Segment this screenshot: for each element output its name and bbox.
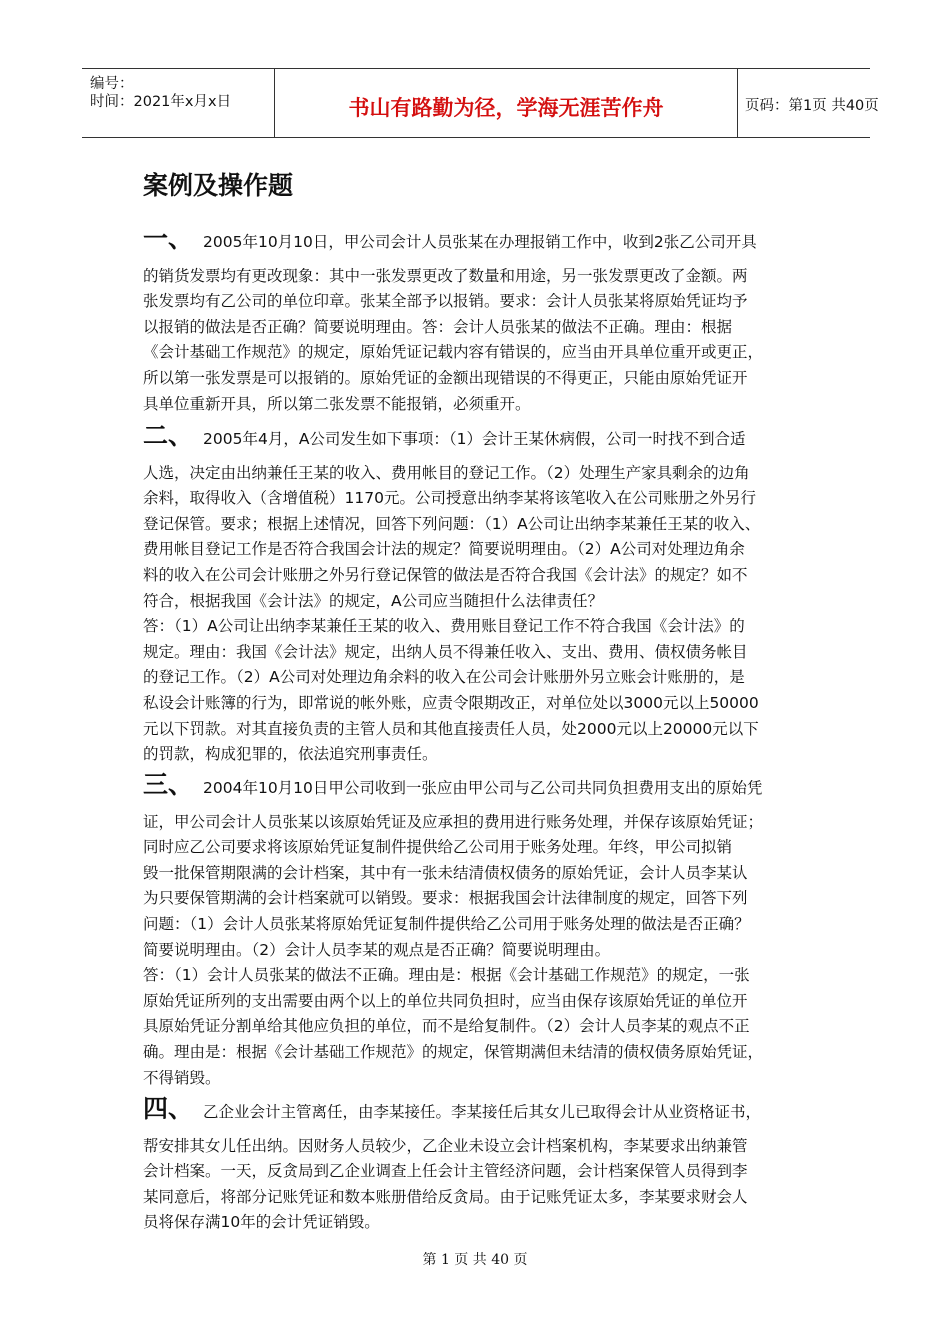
page-title: 案例及操作题 xyxy=(143,171,294,200)
section-line-text: 2005年10月10日，甲公司会计人员张某在办理报销工作中，收到2张乙公司开具 xyxy=(203,233,757,251)
section-line: 同时应乙公司要求将该原始凭证复制件提供给乙公司用于账务处理。年终，甲公司拟销 xyxy=(143,838,733,857)
section-line: 料的收入在公司会计账册之外另行登记保管的做法是否符合我国《会计法》的规定？如不 xyxy=(143,565,748,584)
section-line xyxy=(143,423,813,453)
section-line: 答：（1）A公司让出纳李某兼任王某的收入、费用账目登记工作不符合我国《会计法》的 xyxy=(143,617,745,636)
section-line: 问题：（1）会计人员张某将原始凭证复制件提供给乙公司用于账务处理的做法是否正确？ xyxy=(143,914,750,933)
section-line: 员将保存满10年的会计凭证销毁。 xyxy=(143,1213,380,1232)
section-line-text: 2004年10月10日甲公司收到一张应由甲公司与乙公司共同负担费用支出的原始凭 xyxy=(203,779,763,797)
section-line: 所以第一张发票是可以报销的。原始凭证的金额出现错误的不得更正，只能由原始凭证开 xyxy=(143,368,748,387)
section-number: 四、 xyxy=(143,1094,194,1123)
section-line: 《会计基础工作规范》的规定，原始凭证记载内容有错误的，应当由开具单位重开或更正， xyxy=(143,343,764,362)
section-line: 登记保管。要求；根据上述情况，回答下列问题：（1）A公司让出纳李某兼任王某的收入、 xyxy=(143,514,761,533)
section-line xyxy=(143,226,813,256)
section-line: 张发票均有乙公司的单位印章。张某全部予以报销。要求：会计人员张某将原始凭证均予 xyxy=(143,292,748,311)
section-line: 符合，根据我国《会计法》的规定，A公司应当随担什么法律责任？ xyxy=(143,591,604,610)
section-line: 答：（1）会计人员张某的做法不正确。理由是：根据《会计基础工作规范》的规定，一张 xyxy=(143,966,750,985)
header-page-cell xyxy=(737,69,879,137)
section-line: 私设会计账簿的行为，即常说的帐外账，应责令限期改正，对单位处以3000元以上50000 xyxy=(143,693,759,712)
number-label: 编号： xyxy=(90,76,134,92)
section-line: 余料，取得收入（含增值税）1170元。公司授意出纳李某将该笔收入在公司账册之外另行 xyxy=(143,489,756,508)
section-line: 的销货发票均有更改现象：其中一张发票更改了数量和用途，另一张发票更改了金额。两 xyxy=(143,266,748,285)
section-1 xyxy=(143,226,813,417)
time-label: 时间：2021年x月x日 xyxy=(90,94,232,110)
section-line: 为只要保管期满的会计档案就可以销毁。要求：根据我国会计法律制度的规定，回答下列 xyxy=(143,889,748,908)
page-footer: 第 1 页 共 40 页 xyxy=(422,1252,528,1268)
section-line: 原始凭证所列的支出需要由两个以上的单位共同负担时，应当由保存该原始凭证的单位开 xyxy=(143,991,748,1010)
section-line: 具原始凭证分割单给其他应负担的单位，而不是给复制件。（2）会计人员李某的观点不正 xyxy=(143,1017,750,1036)
motto: 书山有路勤为径，学海无涯苦作舟 xyxy=(348,96,664,120)
section-line: 帮安排其女儿任出纳。因财务人员较少，乙企业未设立会计档案机构，李某要求出纳兼管 xyxy=(143,1136,748,1155)
header-table xyxy=(82,68,879,138)
section-line: 的罚款，构成犯罪的，依法追究刑事责任。 xyxy=(143,745,438,764)
section-line: 费用帐目登记工作是否符合我国会计法的规定？简要说明理由。（2）A公司对处理边角余 xyxy=(143,540,745,559)
section-line xyxy=(143,772,813,802)
section-line: 会计档案。一天，反贪局到乙企业调查上任会计主管经济问题，会计档案保管人员得到李 xyxy=(143,1162,748,1181)
page-info: 页码：第1页 共40页 xyxy=(745,98,879,114)
section-3 xyxy=(143,772,813,1091)
section-line: 证，甲公司会计人员张某以该原始凭证及应承担的费用进行账务处理，并保存该原始凭证； xyxy=(143,812,764,831)
section-number: 三、 xyxy=(143,770,194,799)
section-line: 的登记工作。（2）A公司对处理边角余料的收入在公司会计账册外另立账会计账册的，是 xyxy=(143,668,745,687)
section-line: 某同意后，将部分记账凭证和数本账册借给反贪局。由于记账凭证太多，李某要求财会人 xyxy=(143,1187,748,1206)
section-line-text: 2005年4月，A公司发生如下事项：（1）会计王某休病假，公司一时找不到合适 xyxy=(203,430,746,448)
section-line: 具单位重新开具，所以第二张发票不能报销，必须重开。 xyxy=(143,394,531,413)
section-line: 确。理由是：根据《会计基础工作规范》的规定，保管期满但未结清的债权债务原始凭证， xyxy=(143,1042,764,1061)
section-number: 二、 xyxy=(143,421,194,450)
section-line: 规定。理由：我国《会计法》规定，出纳人员不得兼任收入、支出、费用、债权债务帐目 xyxy=(143,642,748,661)
section-line: 以报销的做法是否正确？简要说明理由。答：会计人员张某的做法不正确。理由：根据 xyxy=(143,317,733,336)
section-line-text: 乙企业会计主管离任，由李某接任。李某接任后其女儿已取得会计从业资格证书， xyxy=(203,1103,762,1121)
section-line xyxy=(143,1096,813,1126)
section-2 xyxy=(143,423,813,768)
section-line: 人选，决定由出纳兼任王某的收入、费用帐目的登记工作。（2）处理生产家具剩余的边角 xyxy=(143,463,750,482)
section-line: 简要说明理由。（2）会计人员李某的观点是否正确？简要说明理由。 xyxy=(143,940,611,959)
header-left-cell xyxy=(82,69,274,137)
section-4 xyxy=(143,1096,813,1236)
section-number: 一、 xyxy=(143,224,194,253)
header-motto-cell xyxy=(274,69,738,137)
section-line: 元以下罚款。对其直接负责的主管人员和其他直接责任人员，处2000元以上20000元以下 xyxy=(143,719,759,738)
section-line: 不得销毁。 xyxy=(143,1068,221,1087)
section-line: 毁一批保管期限满的会计档案，其中有一张未结清债权债务的原始凭证，会计人员李某认 xyxy=(143,863,748,882)
